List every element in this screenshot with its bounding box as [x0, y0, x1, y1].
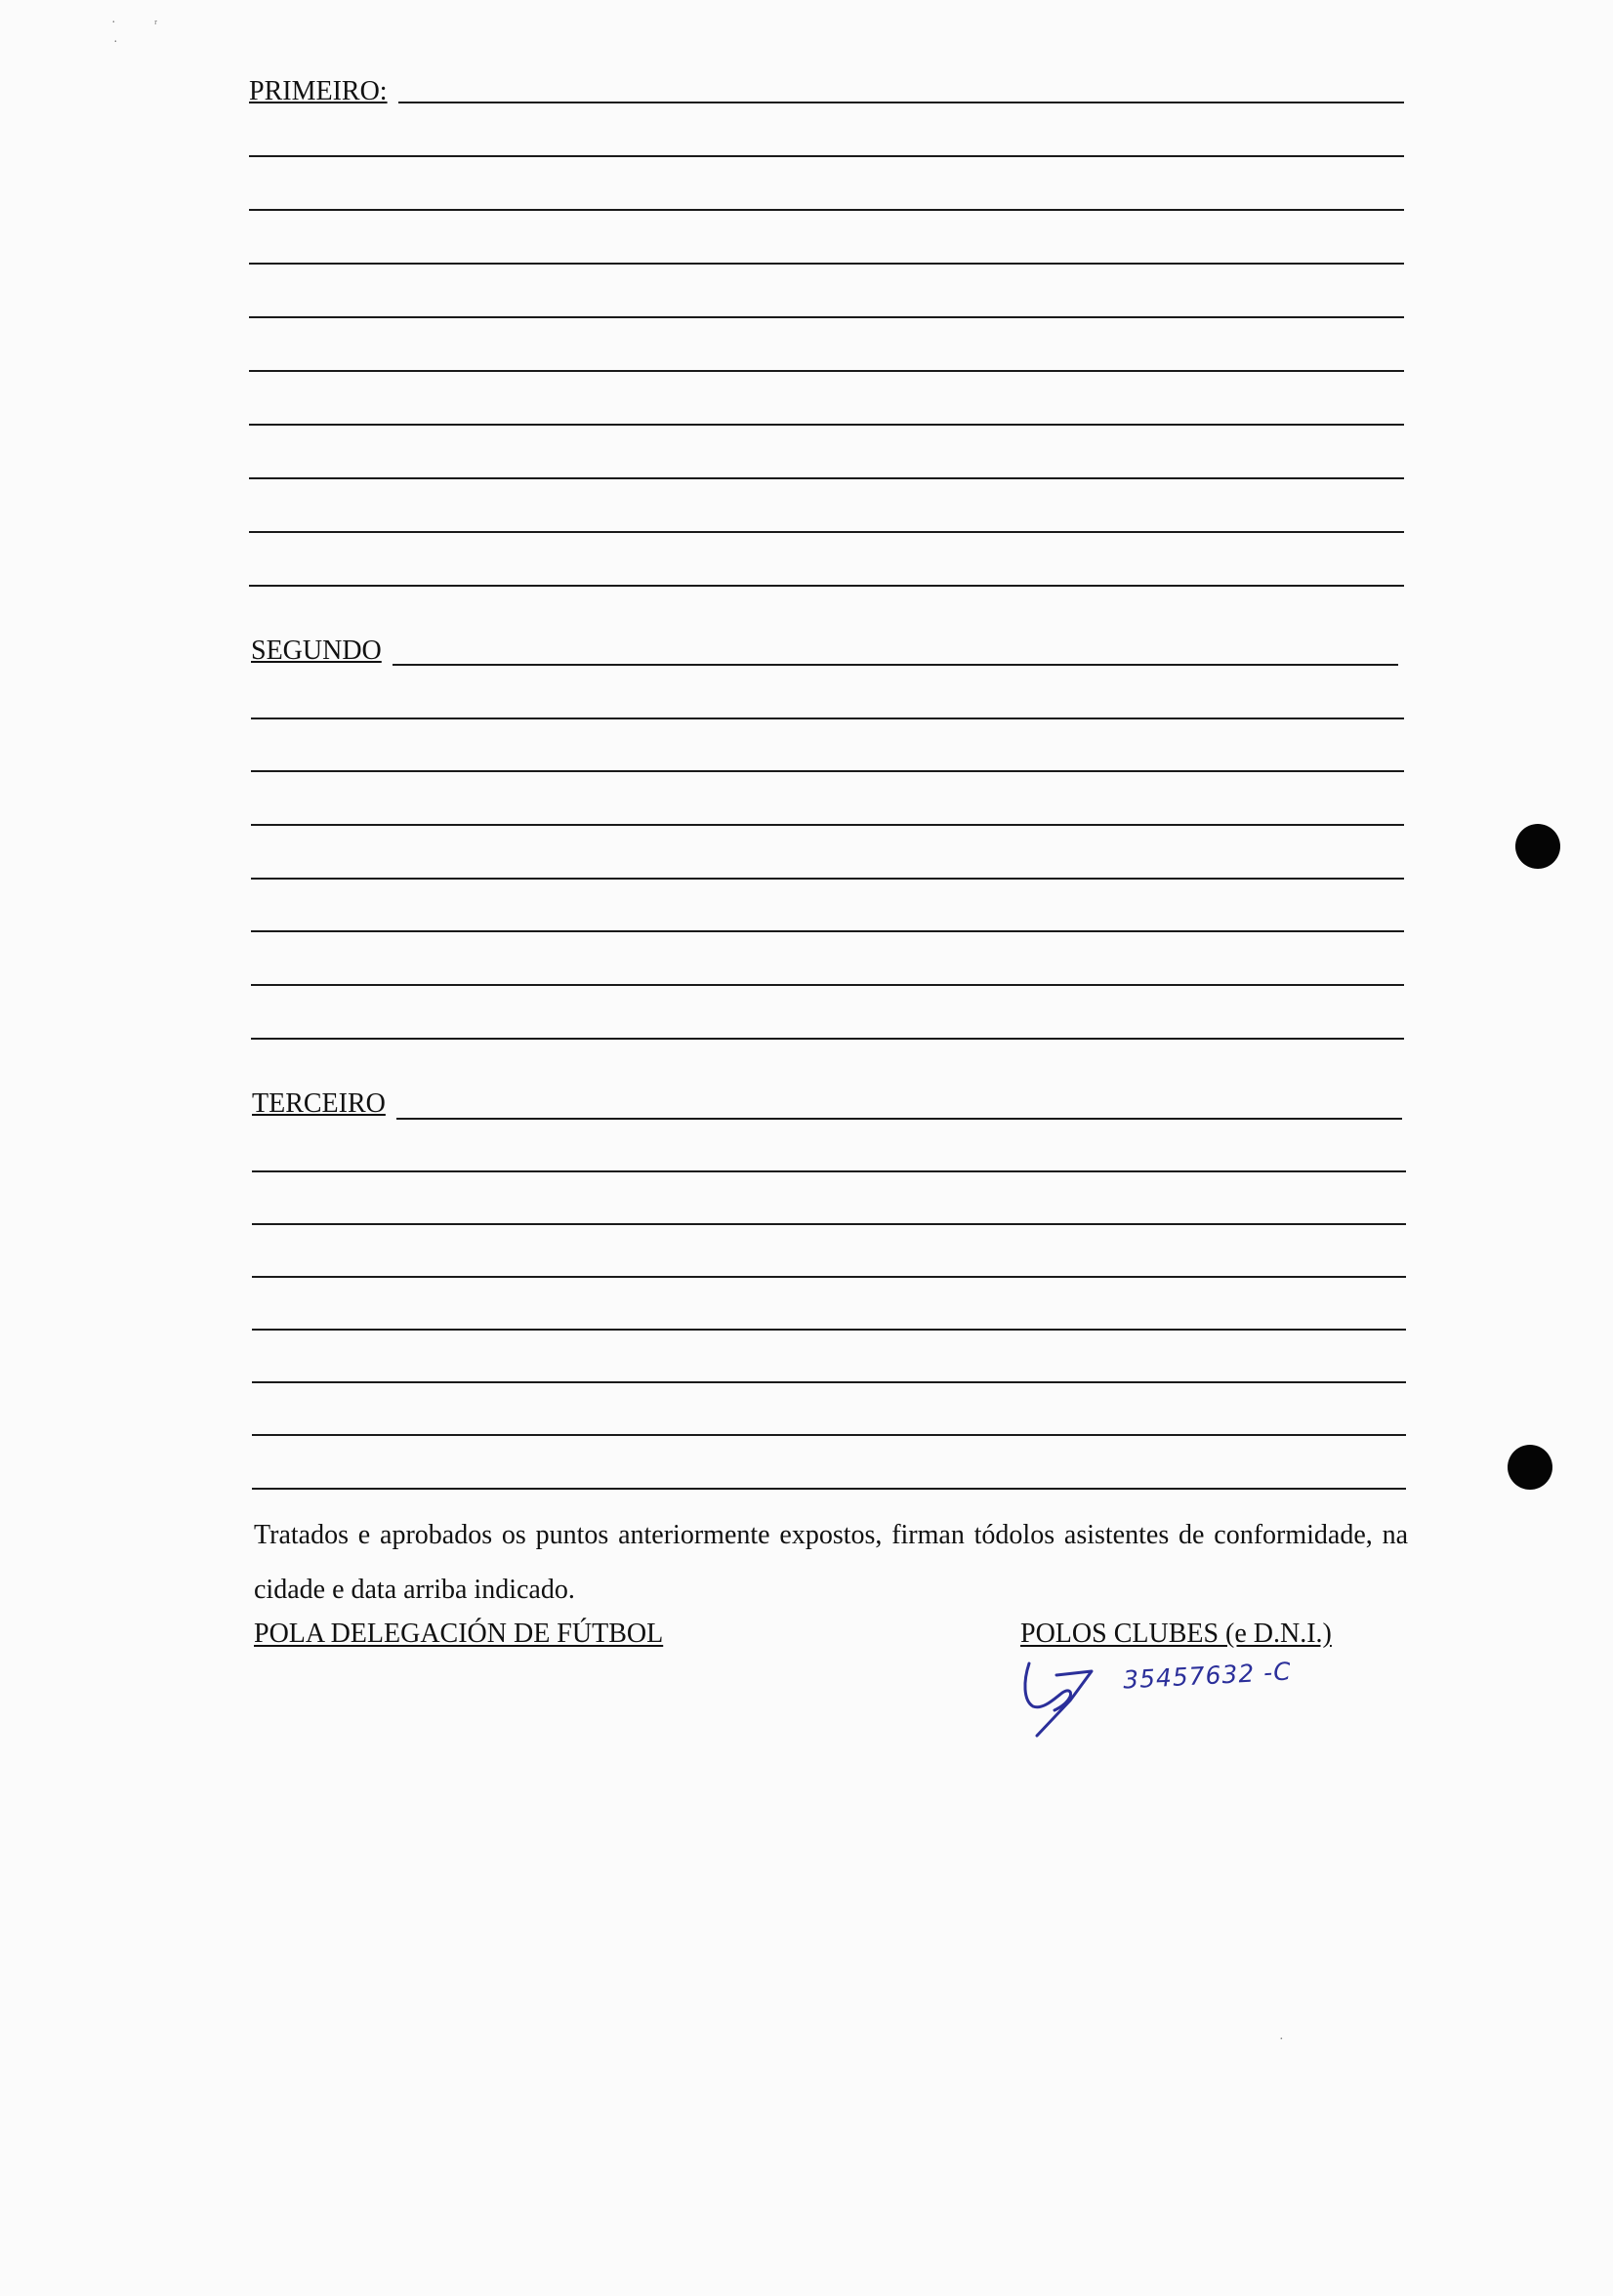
writing-line	[252, 1170, 1406, 1172]
writing-line	[251, 824, 1404, 826]
rule-terceiro-header	[396, 1118, 1402, 1120]
writing-line	[252, 1381, 1406, 1383]
writing-line	[249, 316, 1404, 318]
scan-speck: ·	[113, 35, 118, 50]
signature-label-delegacion: POLA DELEGACIÓN DE FÚTBOL	[254, 1619, 664, 1649]
rule-segundo-header	[393, 664, 1398, 666]
writing-line	[251, 878, 1404, 880]
punch-hole-lower	[1508, 1445, 1552, 1490]
section-label-primeiro: PRIMEIRO:	[249, 76, 388, 106]
writing-line	[249, 370, 1404, 372]
handwritten-signature	[1015, 1650, 1103, 1738]
writing-line	[249, 531, 1404, 533]
closing-paragraph: Tratados e aprobados os puntos anteriormente expostos, firman tódolos asistentes de conformidade, na cidade e data arriba indicado.	[254, 1520, 1408, 1605]
punch-hole-upper	[1515, 824, 1560, 869]
writing-line	[251, 930, 1404, 932]
section-label-terceiro: TERCEIRO	[252, 1088, 386, 1119]
writing-line	[249, 263, 1404, 265]
writing-line	[252, 1329, 1406, 1331]
scan-speck: ʳ	[154, 18, 158, 32]
writing-line	[249, 477, 1404, 479]
writing-line	[251, 770, 1404, 772]
handwritten-dni: 35457632 -C	[1122, 1657, 1293, 1695]
writing-line	[249, 209, 1404, 211]
writing-line	[249, 424, 1404, 426]
writing-line	[249, 585, 1404, 587]
writing-line	[252, 1276, 1406, 1278]
writing-line	[252, 1223, 1406, 1225]
scan-speck: ·	[111, 16, 116, 30]
rule-primeiro-header	[398, 102, 1404, 103]
writing-line	[251, 984, 1404, 986]
section-label-segundo: SEGUNDO	[251, 636, 382, 666]
writing-line	[251, 718, 1404, 719]
writing-line	[252, 1488, 1406, 1490]
writing-line	[252, 1434, 1406, 1436]
writing-line	[249, 155, 1404, 157]
signature-label-clubes: POLOS CLUBES (e D.N.I.)	[1020, 1619, 1332, 1649]
writing-line	[251, 1038, 1404, 1040]
scan-speck: ·	[1279, 2032, 1284, 2047]
